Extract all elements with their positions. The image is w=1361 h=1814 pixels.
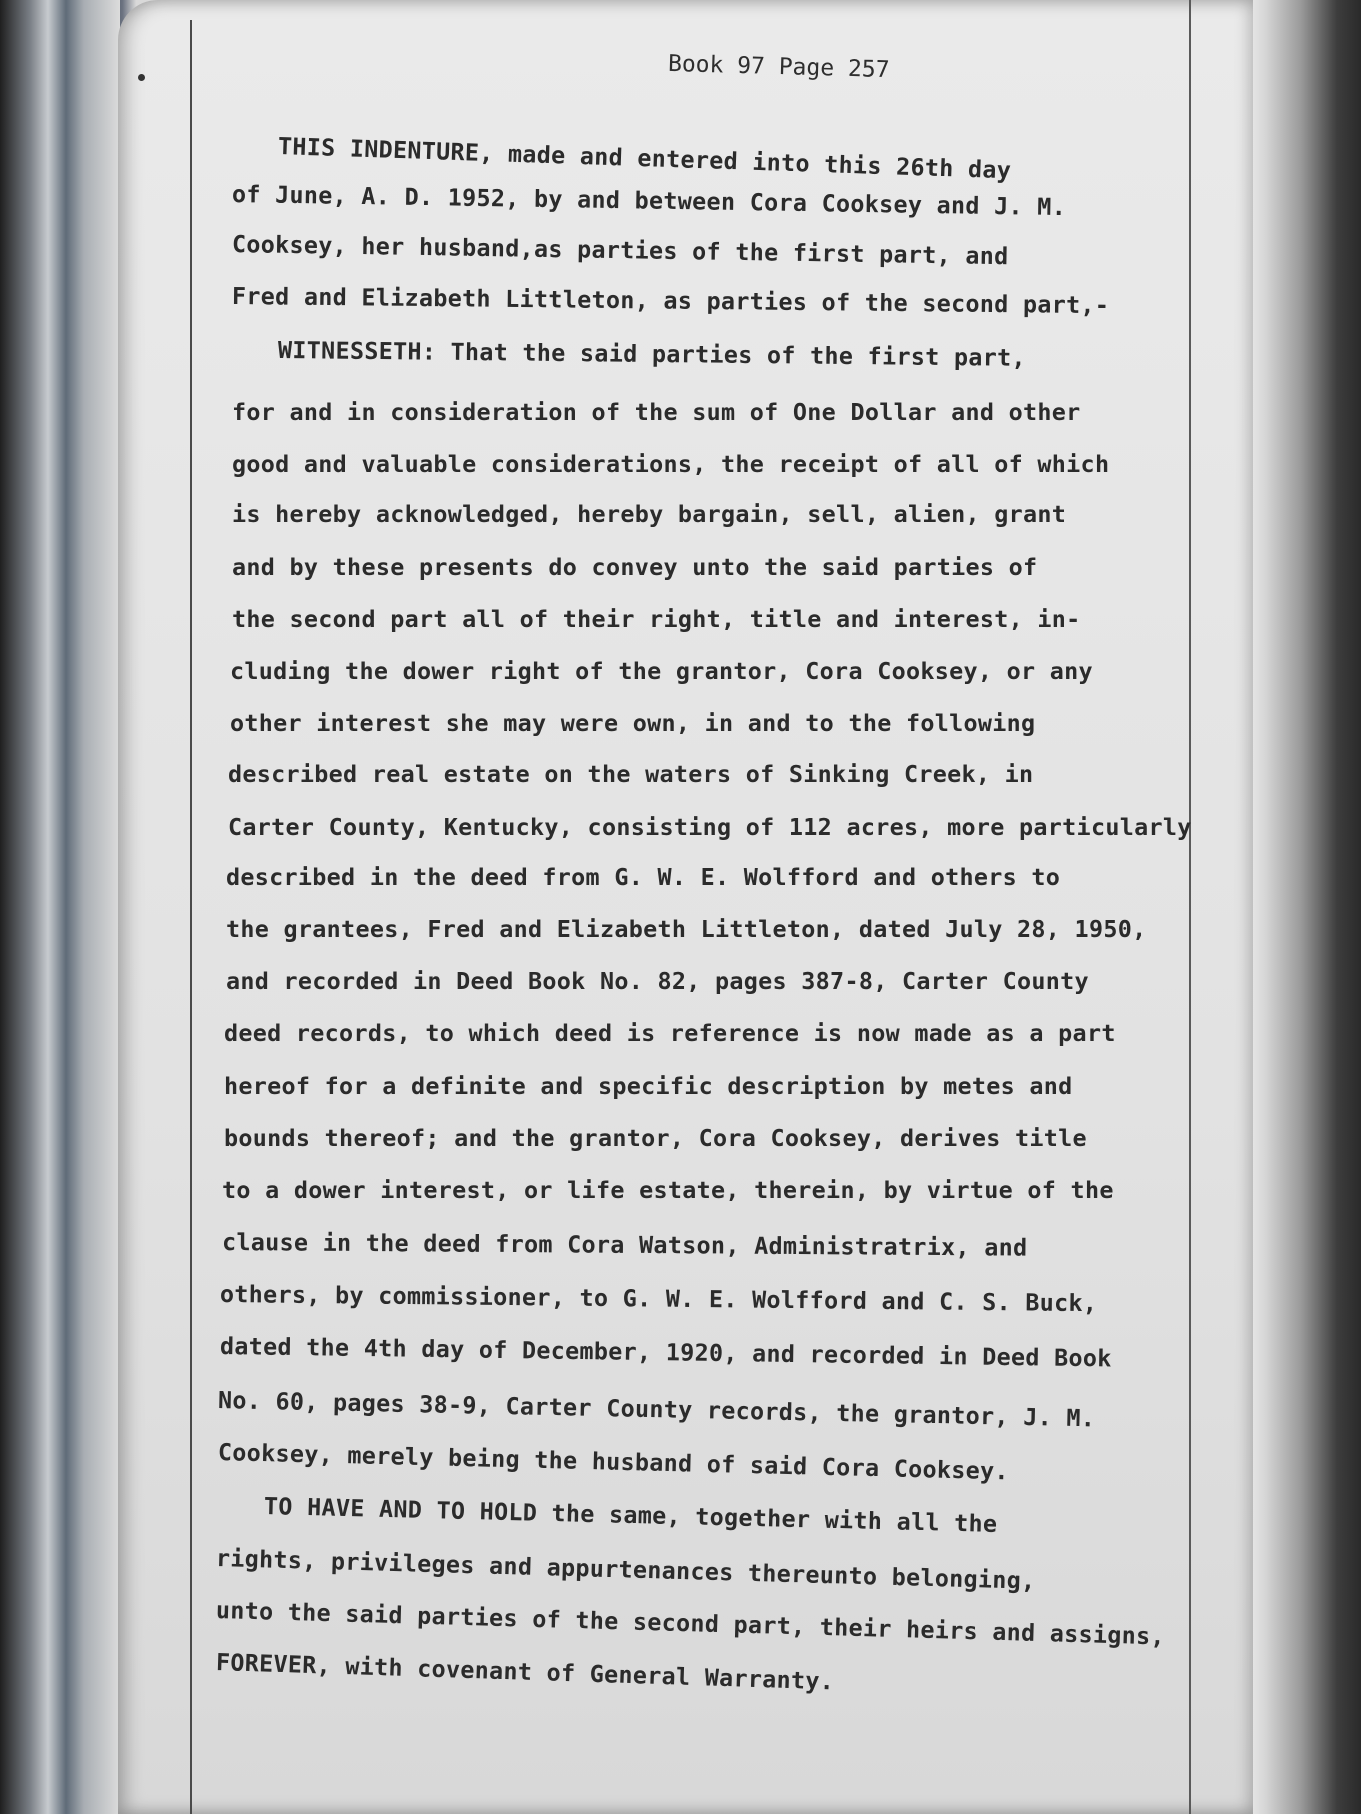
- binder-edge-left: [0, 0, 120, 1814]
- deed-line: Cooksey, merely being the husband of said Cora Cooksey.: [217, 1438, 1010, 1486]
- deed-line: others, by commissioner, to G. W. E. Wolfford and C. S. Buck,: [219, 1280, 1098, 1318]
- deed-line: No. 60, pages 38-9, Carter County records, the grantor, J. M.: [217, 1386, 1096, 1433]
- deed-line: of June, A. D. 1952, by and between Cora Cooksey and J. M.: [231, 180, 1067, 222]
- deed-line: described real estate on the waters of Sinking Creek, in: [228, 760, 1034, 788]
- deed-line: and recorded in Deed Book No. 82, pages 387-8, Carter County: [226, 967, 1089, 995]
- deed-line: described in the deed from G. W. E. Wolfford and others to: [226, 863, 1061, 891]
- deed-line: and by these presents do convey unto the said parties of: [232, 553, 1038, 581]
- binder-edge-right: [1241, 0, 1361, 1814]
- right-margin-rule: [1189, 0, 1191, 1814]
- deed-line: FOREVER, with covenant of General Warranty.: [215, 1648, 835, 1696]
- punch-dot: [138, 74, 145, 81]
- deed-line: deed records, to which deed is reference is now made as a part: [224, 1019, 1116, 1047]
- deed-line: Cooksey, her husband,as parties of the first part, and: [231, 230, 1009, 271]
- deed-line: bounds thereof; and the grantor, Cora Cooksey, derives title: [224, 1124, 1087, 1152]
- deed-line: for and in consideration of the sum of One Dollar and other: [232, 398, 1081, 426]
- deed-line: Fred and Elizabeth Littleton, as parties of the second part,-: [231, 282, 1110, 320]
- deed-page: [118, 0, 1253, 1814]
- deed-line: good and valuable considerations, the receipt of all of which: [232, 450, 1110, 478]
- deed-line: WITNESSETH: That the said parties of the first part,: [277, 336, 1026, 372]
- deed-line: the second part all of their right, title and interest, in-: [232, 605, 1081, 633]
- deed-line: is hereby acknowledged, hereby bargain, sell, alien, grant: [232, 500, 1067, 528]
- deed-line: to a dower interest, or life estate, therein, by virtue of the: [222, 1176, 1114, 1204]
- deed-line: clause in the deed from Cora Watson, Administratrix, and: [221, 1228, 1028, 1262]
- deed-line: THIS INDENTURE, made and entered into this 26th day: [277, 132, 1012, 185]
- book-page-reference: Book 97 Page 257: [667, 50, 890, 84]
- deed-line: other interest she may were own, in and to the following: [230, 709, 1036, 737]
- left-margin-rule: [190, 20, 192, 1814]
- deed-line: hereof for a definite and specific description by metes and: [224, 1072, 1073, 1100]
- deed-line: Carter County, Kentucky, consisting of 112 acres, more particularly: [228, 813, 1192, 841]
- deed-line: rights, privileges and appurtenances thereunto belonging,: [215, 1544, 1036, 1595]
- deed-line: unto the said parties of the second part, their heirs and assigns,: [215, 1596, 1166, 1651]
- deed-line: the grantees, Fred and Elizabeth Littleton, dated July 28, 1950,: [226, 915, 1147, 943]
- deed-line: dated the 4th day of December, 1920, and recorded in Deed Book: [219, 1332, 1112, 1373]
- deed-line: TO HAVE AND TO HOLD the same, together with all the: [263, 1492, 998, 1538]
- deed-line: cluding the dower right of the grantor, Cora Cooksey, or any: [230, 657, 1093, 685]
